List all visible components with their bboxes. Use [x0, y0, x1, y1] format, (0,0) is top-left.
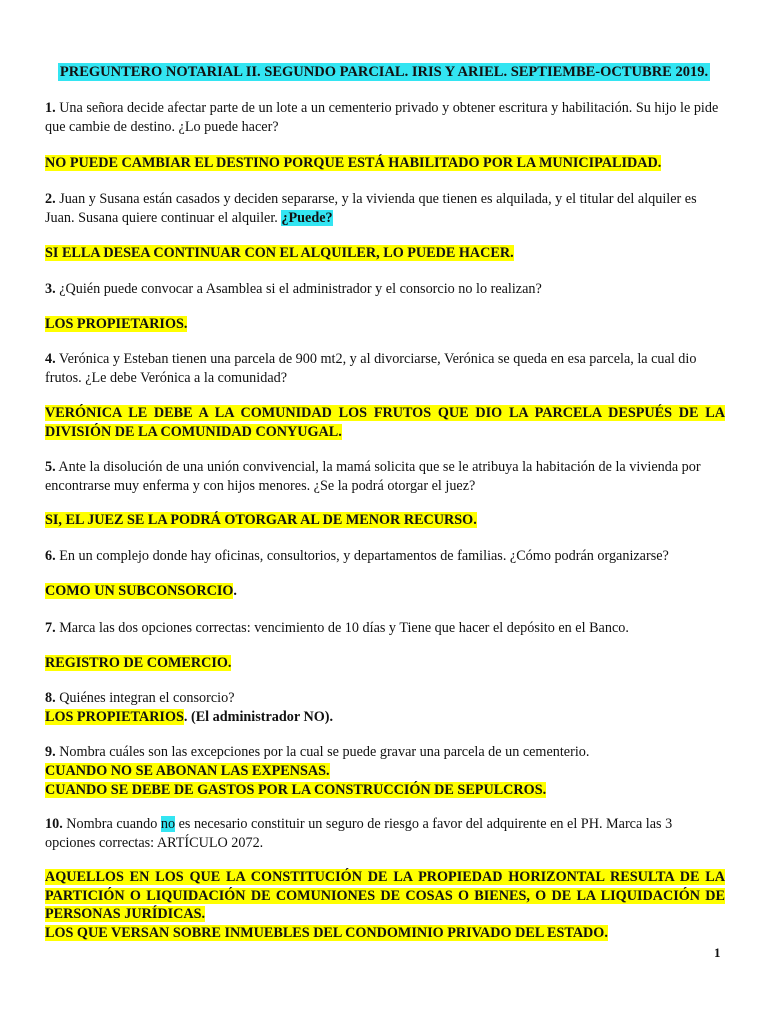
answer-2: SI ELLA DESEA CONTINUAR CON EL ALQUILER, LO PUEDE HACER. — [45, 245, 514, 261]
answer-8: LOS PROPIETARIOS. (El administrador NO). — [45, 709, 333, 725]
page-number: 1 — [714, 945, 721, 960]
question-3: 3. ¿Quién puede convocar a Asamblea si el administrador y el consorcio no lo realizan? — [45, 281, 542, 297]
bullet-item: AQUELLOS EN LOS QUE LA CONSTITUCIÓN DE LA PROPIEDAD HORIZONTAL RESULTA DE LA PARTICIÓN O LIQUIDACIÓN DE COMUNIONES DE COSAS O BIENES, O DE LA LIQUIDACIÓN DE PERSONAS JURÍDICAS. — [45, 869, 725, 922]
answer-10 — [45, 868, 725, 942]
question-10: 10. Nombra cuando no es necesario constituir un seguro de riesgo a favor del adquirente en el PH. Marca las 3 opciones correctas: ARTÍCULO 2072. — [45, 816, 673, 851]
answer-7: REGISTRO DE COMERCIO. — [45, 655, 232, 671]
bullet-item: CUANDO SE DEBE DE GASTOS POR LA CONSTRUCCIÓN DE SEPULCROS. — [45, 781, 547, 798]
question-8: 8. Quiénes integran el consorcio? — [45, 690, 235, 706]
answer-3: LOS PROPIETARIOS. — [45, 316, 188, 332]
answer-5: SI, EL JUEZ SE LA PODRÁ OTORGAR AL DE MENOR RECURSO. — [45, 512, 477, 528]
bullet-item: CUANDO NO SE ABONAN LAS EXPENSAS. — [45, 763, 330, 779]
bullet-item: LOS QUE VERSAN SOBRE INMUEBLES DEL CONDOMINIO PRIVADO DEL ESTADO. — [45, 924, 608, 941]
question-4: 4. Verónica y Esteban tienen una parcela de 900 mt2, y al divorciarse, Verónica se queda en esa parcela, la cual dio frutos. ¿Le debe Verónica a la comunidad? — [45, 351, 697, 386]
answer-4: VERÓNICA LE DEBE A LA COMUNIDAD LOS FRUTOS QUE DIO LA PARCELA DESPUÉS DE LA DIVISIÓN DE LA COMUNIDAD CONYUGAL. — [45, 405, 725, 440]
question-2: 2. Juan y Susana están casados y deciden separarse, y la vivienda que tienen es alquilada, y el titular del alquiler es Juan. Susana quiere continuar el alquiler. ¿Puede? — [45, 191, 697, 226]
question-5: 5. Ante la disolución de una unión convivencial, la mamá solicita que se le atribuya la habitación de la vivienda por encontrarse muy enferma y con hijos menores. ¿Se la podrá otorgar el juez? — [45, 459, 701, 494]
question-7: 7. Marca las dos opciones correctas: vencimiento de 10 días y Tiene que hacer el depósito en el Banco. — [45, 620, 629, 636]
answer-9 — [45, 762, 725, 799]
answer-1: NO PUEDE CAMBIAR EL DESTINO PORQUE ESTÁ HABILITADO POR LA MUNICIPALIDAD. — [45, 155, 662, 171]
question-6: 6. En un complejo donde hay oficinas, consultorios, y departamentos de familias. ¿Cómo podrán organizarse? — [45, 548, 669, 564]
question-9: 9. Nombra cuáles son las excepciones por la cual se puede gravar una parcela de un cementerio. — [45, 744, 590, 760]
answer-6: COMO UN SUBCONSORCIO. — [45, 583, 237, 599]
question-1: 1. Una señora decide afectar parte de un lote a un cementerio privado y obtener escritura y habilitación. Su hijo le pide que cambie de destino. ¿Lo puede hacer? — [45, 100, 719, 135]
page-title: PREGUNTERO NOTARIAL II. SEGUNDO PARCIAL. IRIS Y ARIEL. SEPTIEMBE-OCTUBRE 2019. — [59, 64, 709, 80]
